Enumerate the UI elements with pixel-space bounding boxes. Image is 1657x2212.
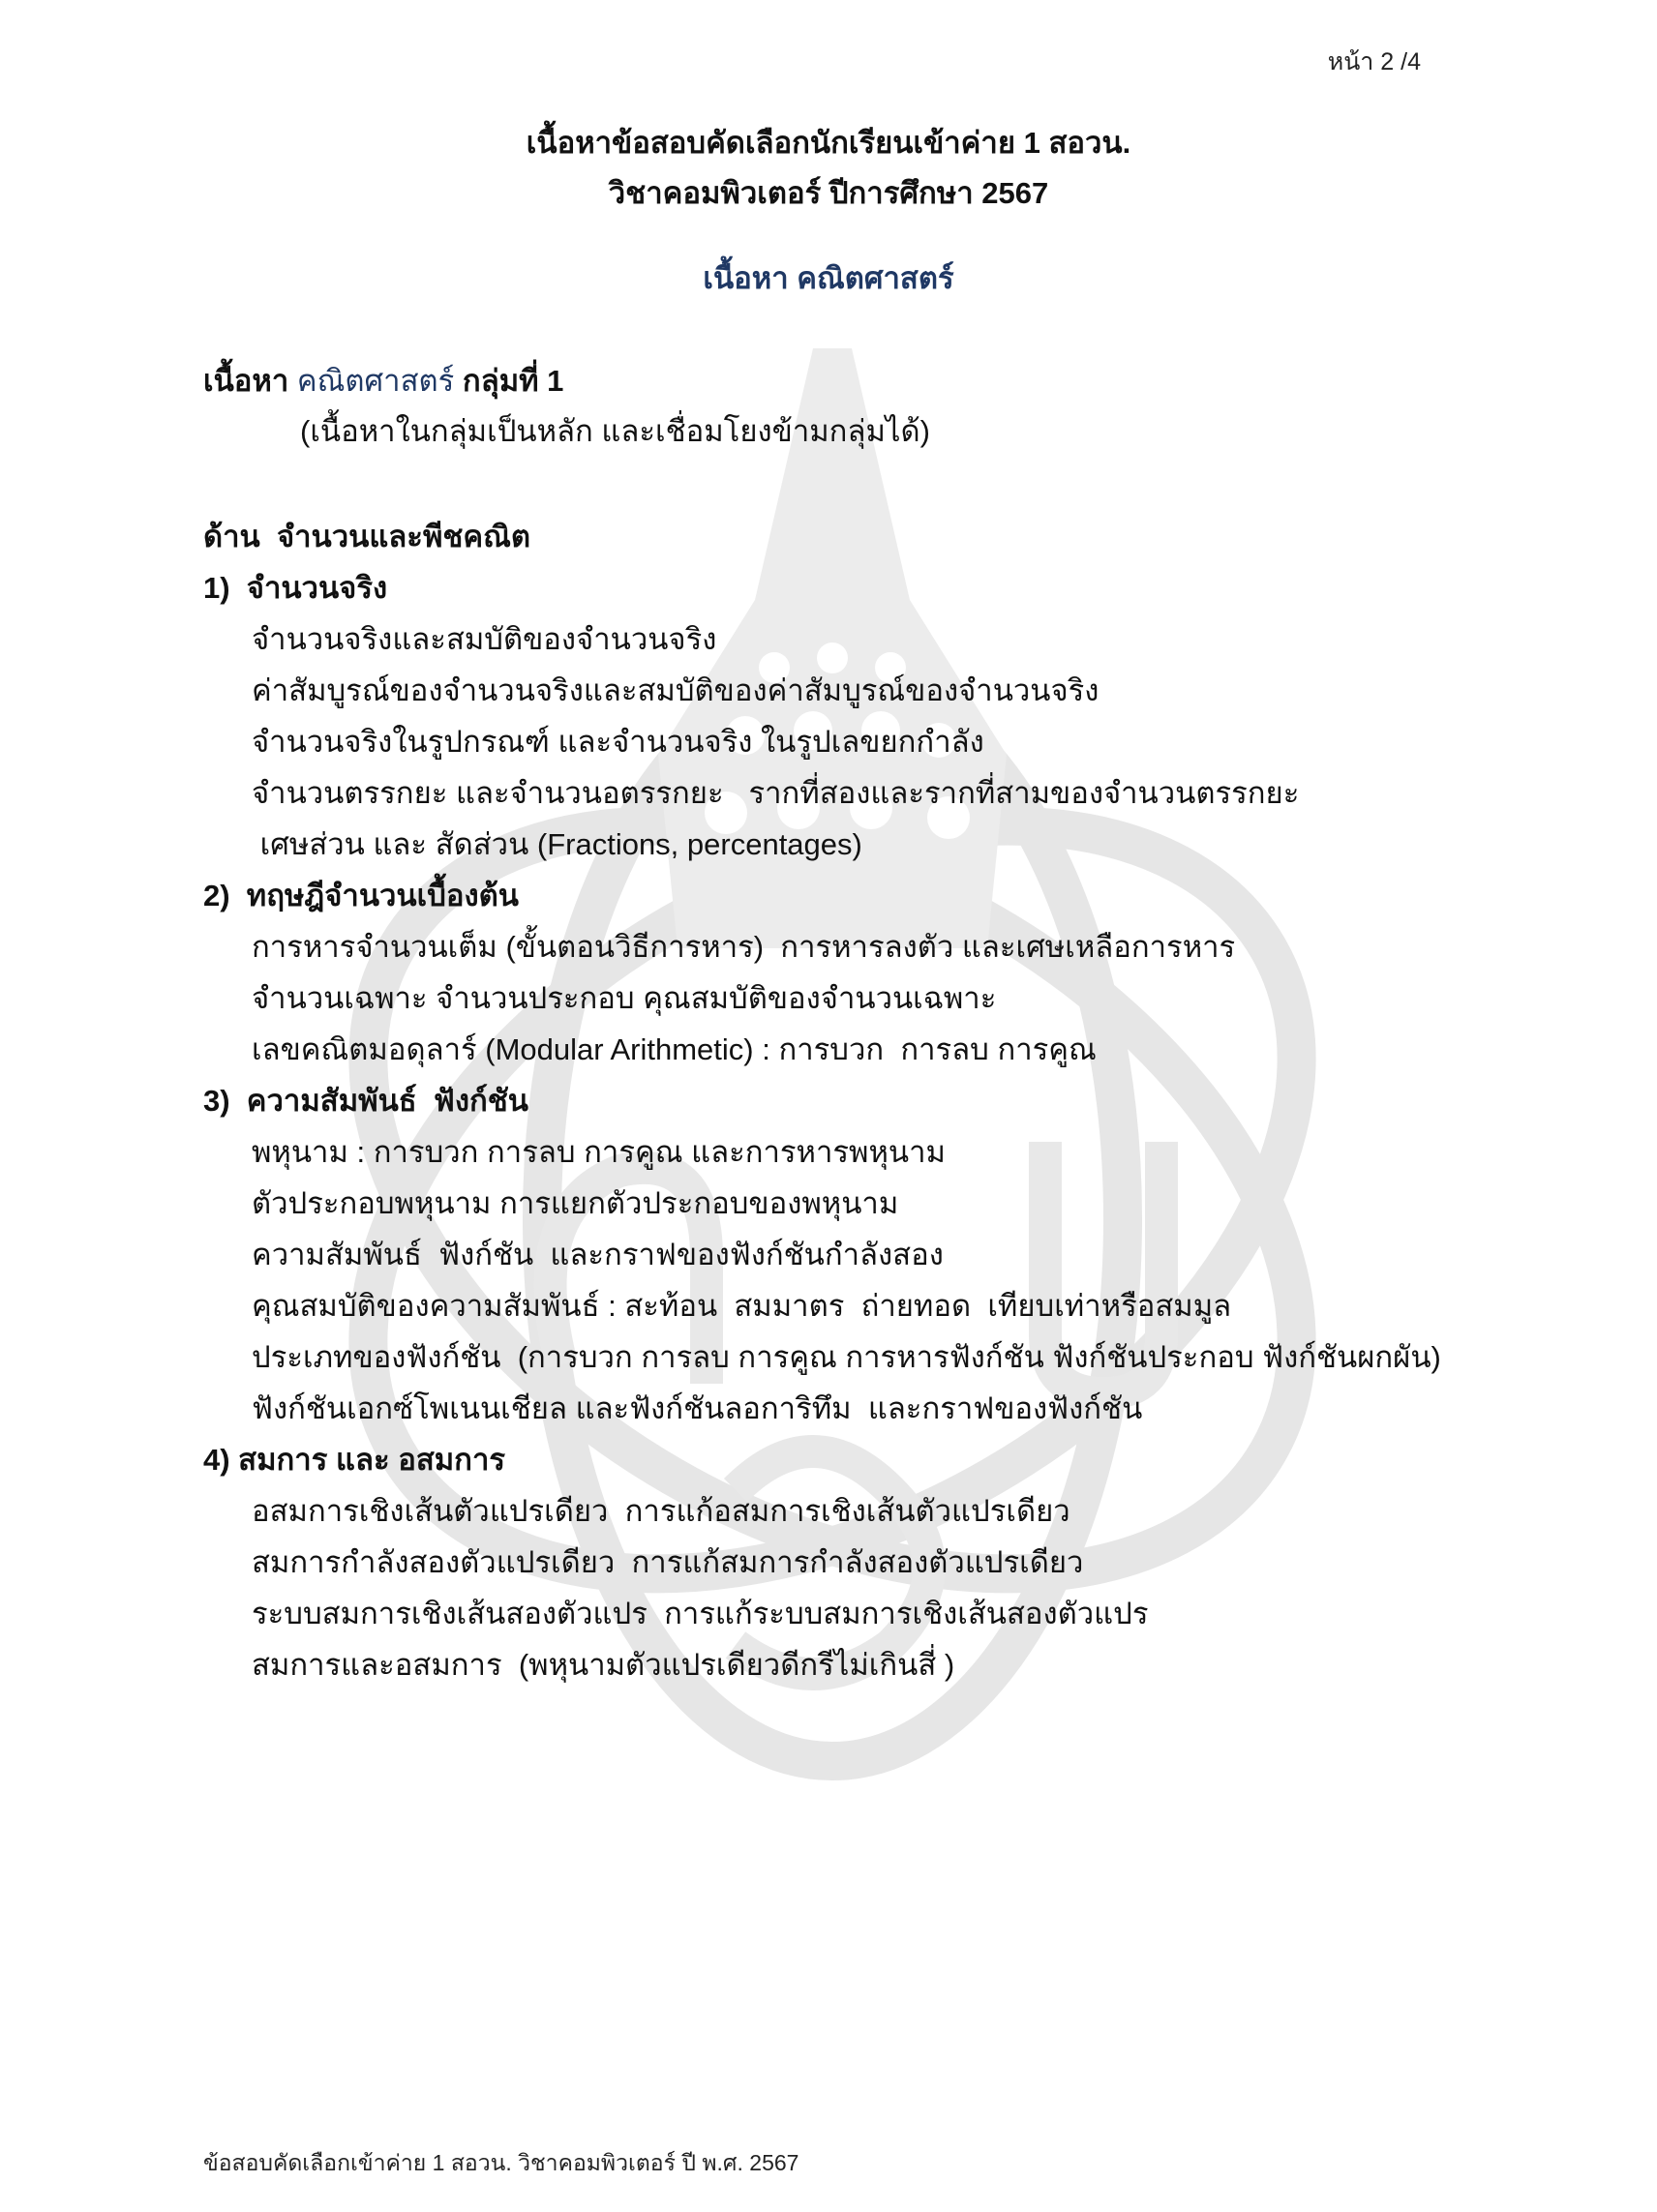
topic-content <box>203 511 1441 1690</box>
topic-item: ความสัมพันธ์ ฟังก์ชัน และกราฟของฟังก์ชันกำลังสอง <box>252 1238 944 1271</box>
topic-item: สมการและอสมการ (พหุนามตัวแปรเดียวดีกรีไม่เกินสี่ ) <box>252 1648 955 1682</box>
topic-item: ระบบสมการเชิงเส้นสองตัวแปร การแก้ระบบสมการเชิงเส้นสองตัวแปร <box>252 1597 1149 1630</box>
topic-item: พหุนาม : การบวก การลบ การคูณ และการหารพหุนาม <box>252 1135 946 1169</box>
topic-heading: 1) จำนวนจริง <box>203 571 388 605</box>
group-heading-suffix: กลุ่มที่ 1 <box>462 364 564 398</box>
topic-item: เศษส่วน และ สัดส่วน (Fractions, percentages) <box>252 827 862 861</box>
topic-item: จำนวนจริงในรูปกรณฑ์ และจำนวนจริง ในรูปเลขยกกำลัง <box>252 725 984 759</box>
topic-item: จำนวนจริงและสมบัติของจำนวนจริง <box>252 622 717 656</box>
document-title-line1: เนื้อหาข้อสอบคัดเลือกนักเรียนเข้าค่าย 1 สอวน. <box>526 126 1131 160</box>
topic-item: ค่าสัมบูรณ์ของจำนวนจริงและสมบัติของค่าสัมบูรณ์ของจำนวนจริง <box>252 673 1100 707</box>
topic-item: ฟังก์ชันเอกซ์โพเนนเชียล และฟังก์ชันลอการิทึม และกราฟของฟังก์ชัน <box>252 1391 1143 1425</box>
group-heading-subject: คณิตศาสตร์ <box>296 364 455 398</box>
topic-item: เลขคณิตมอดุลาร์ (Modular Arithmetic) : การบวก การลบ การคูณ <box>252 1032 1097 1066</box>
topic-item: ตัวประกอบพหุนาม การแยกตัวประกอบของพหุนาม <box>252 1186 899 1220</box>
page-number: หน้า 2 /4 <box>1327 48 1421 75</box>
topic-item: อสมการเชิงเส้นตัวแปรเดียว การแก้อสมการเชิงเส้นตัวแปรเดียว <box>252 1494 1070 1528</box>
document-subtitle: เนื้อหา คณิตศาสตร์ <box>703 261 954 295</box>
group-note: (เนื้อหาในกลุ่มเป็นหลัก และเชื่อมโยงข้ามกลุ่มได้) <box>300 414 930 448</box>
topic-item: สมการกำลังสองตัวแปรเดียว การแก้สมการกำลังสองตัวแปรเดียว <box>252 1545 1084 1579</box>
page-footer: ข้อสอบคัดเลือกเข้าค่าย 1 สอวน. วิชาคอมพิวเตอร์ ปี พ.ศ. 2567 <box>203 2150 799 2175</box>
topic-item: การหารจำนวนเต็ม (ขั้นตอนวิธีการหาร) การหารลงตัว และเศษเหลือการหาร <box>252 930 1236 964</box>
topic-item: คุณสมบัติของความสัมพันธ์ : สะท้อน สมมาตร ถ่ายทอด เทียบเท่าหรือสมมูล <box>252 1289 1232 1323</box>
topic-heading: 3) ความสัมพันธ์ ฟังก์ชัน <box>203 1084 528 1118</box>
topic-item: จำนวนเฉพาะ จำนวนประกอบ คุณสมบัติของจำนวนเฉพาะ <box>252 981 997 1015</box>
topic-heading: 4) สมการ และ อสมการ <box>203 1443 506 1477</box>
document-title-line2: วิชาคอมพิวเตอร์ ปีการศึกษา 2567 <box>608 176 1049 210</box>
group-heading <box>203 362 563 401</box>
section-heading: ด้าน จำนวนและพีชคณิต <box>203 520 531 553</box>
topic-item: จำนวนตรรกยะ และจำนวนอตรรกยะ รากที่สองและรากที่สามของจำนวนตรรกยะ <box>252 776 1300 810</box>
topic-item: ประเภทของฟังก์ชัน (การบวก การลบ การคูณ การหารฟังก์ชัน ฟังก์ชันประกอบ ฟังก์ชันผกผัน) <box>252 1340 1441 1374</box>
group-heading-prefix: เนื้อหา <box>203 364 289 398</box>
topic-heading: 2) ทฤษฎีจำนวนเบื้องต้น <box>203 879 519 912</box>
